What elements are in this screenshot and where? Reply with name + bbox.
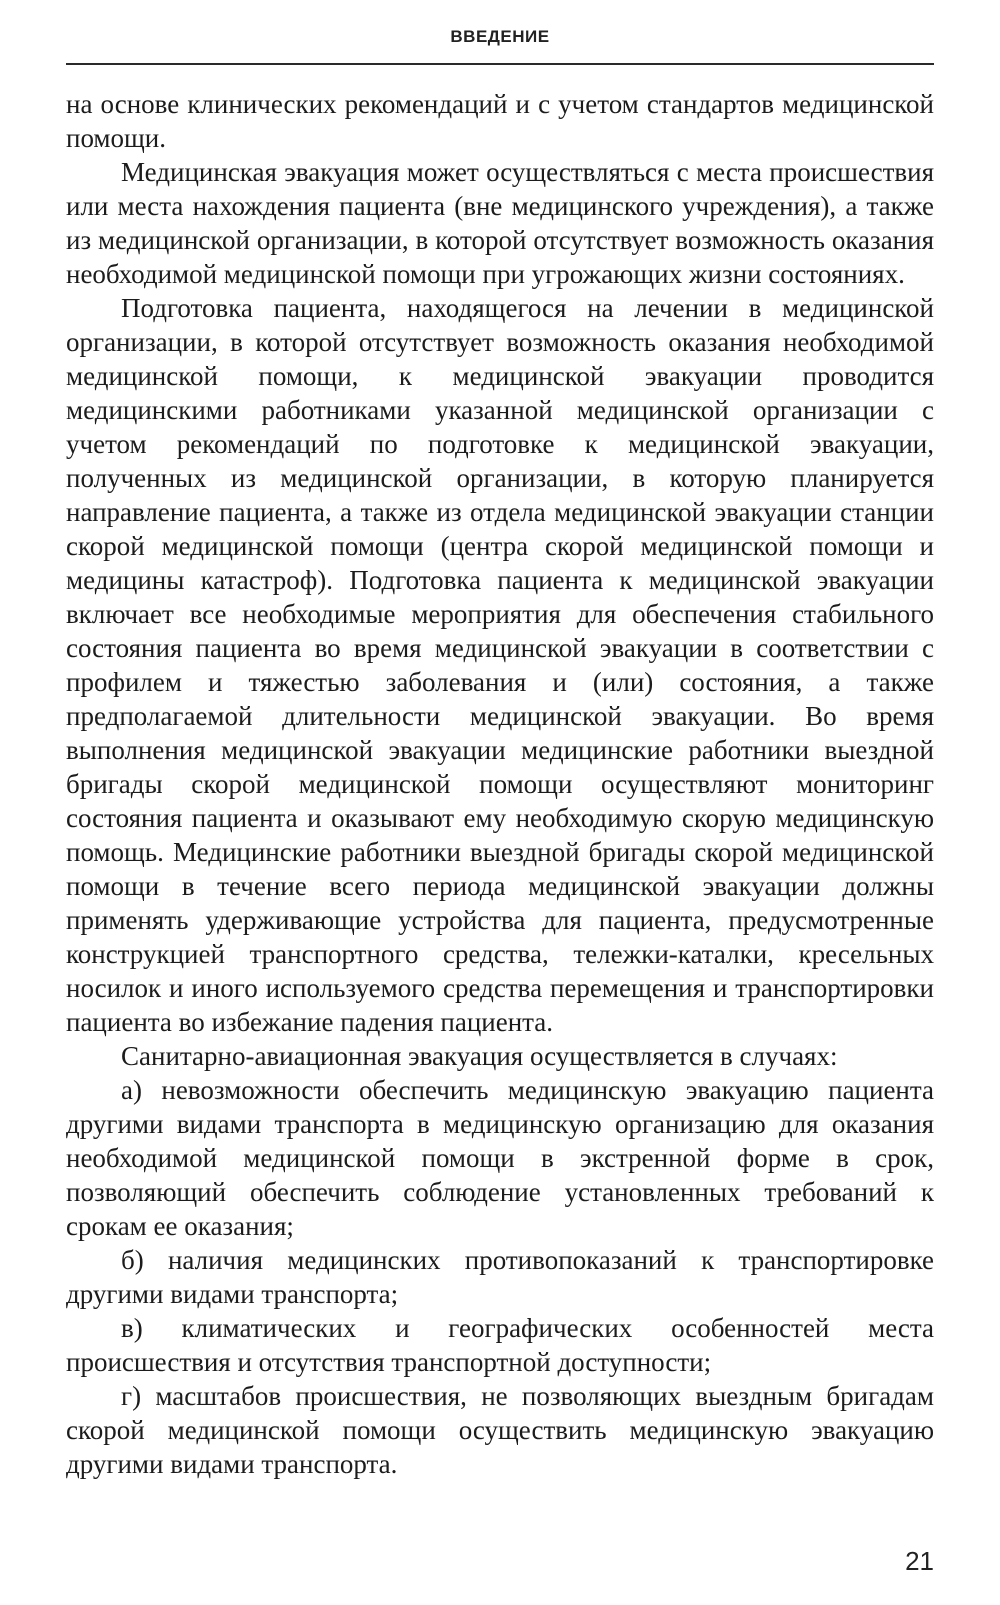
list-item-b: б) наличия медицинских противопоказаний к транспортировке другими видами транспорта; — [66, 1245, 934, 1309]
list-item-g: г) масштабов происшествия, не позволяющих выездным бригадам скорой медицинской помощи осуществить медицинскую эвакуацию другими видами транспорта. — [66, 1381, 934, 1479]
list-item-a: а) невозможности обеспечить медицинскую эвакуацию пациента другими видами транспорта в медицинскую организацию для оказания необходимой медицинской помощи в экстренной форме в срок, позволяющий обеспечить соблюдение установленных требований к срокам ее оказания; — [66, 1075, 934, 1241]
list-item-v: в) климатических и географических особенностей места происшествия и отсутствия транспортной доступности; — [66, 1313, 934, 1377]
running-head-title: ВВЕДЕНИЕ — [450, 27, 550, 46]
header-divider — [66, 63, 934, 65]
paragraph-air-evacuation-intro: Санитарно-авиационная эвакуация осуществляется в случаях: — [121, 1041, 838, 1071]
book-page — [66, 0, 934, 1605]
paragraph-evacuation-places: Медицинская эвакуация может осуществляться с места происшествия или места нахождения пациента (вне медицинского учреждения), а также из медицинской организации, в которой отсутствует возможность оказания необходимой медицинской помощи при угрожающих жизни состояниях. — [66, 157, 934, 289]
page-number: 21 — [905, 1546, 934, 1576]
paragraph-continuation: на основе клинических рекомендаций и с учетом стандартов медицинской помощи. — [66, 89, 934, 153]
paragraph-patient-preparation: Подготовка пациента, находящегося на лечении в медицинской организации, в которой отсутствует возможность оказания необходимой медицинской помощи, к медицинской эвакуации проводится медицинскими работниками указанной медицинской организации с учетом рекомендаций по подготовке к медицинской эвакуации, полученных из медицинской организации, в которую планируется направление пациента, а также из отдела медицинской эвакуации станции скорой медицинской помощи (центра скорой медицинской помощи и медицины катастроф). Подготовка пациента к медицинской эвакуации включает все необходимые мероприятия для обеспечения стабильного состояния пациента во время медицинской эвакуации в соответствии с профилем и тяжестью заболевания и (или) состояния, а также предполагаемой длительности медицинской эвакуации. Во время выполнения медицинской эвакуации медицинские работники выездной бригады скорой медицинской помощи осуществляют мониторинг состояния пациента и оказывают ему необходимую скорую медицинскую помощь. Медицинские работники выездной бригады скорой медицинской помощи в течение всего периода медицинской эвакуации должны применять удерживающие устройства для пациента, предусмотренные конструкцией транспортного средства, тележки-каталки, кресельных носилок и иного используемого средства перемещения и транспортировки пациента во избежание падения пациента. — [66, 293, 934, 1037]
body-text — [66, 87, 934, 1481]
